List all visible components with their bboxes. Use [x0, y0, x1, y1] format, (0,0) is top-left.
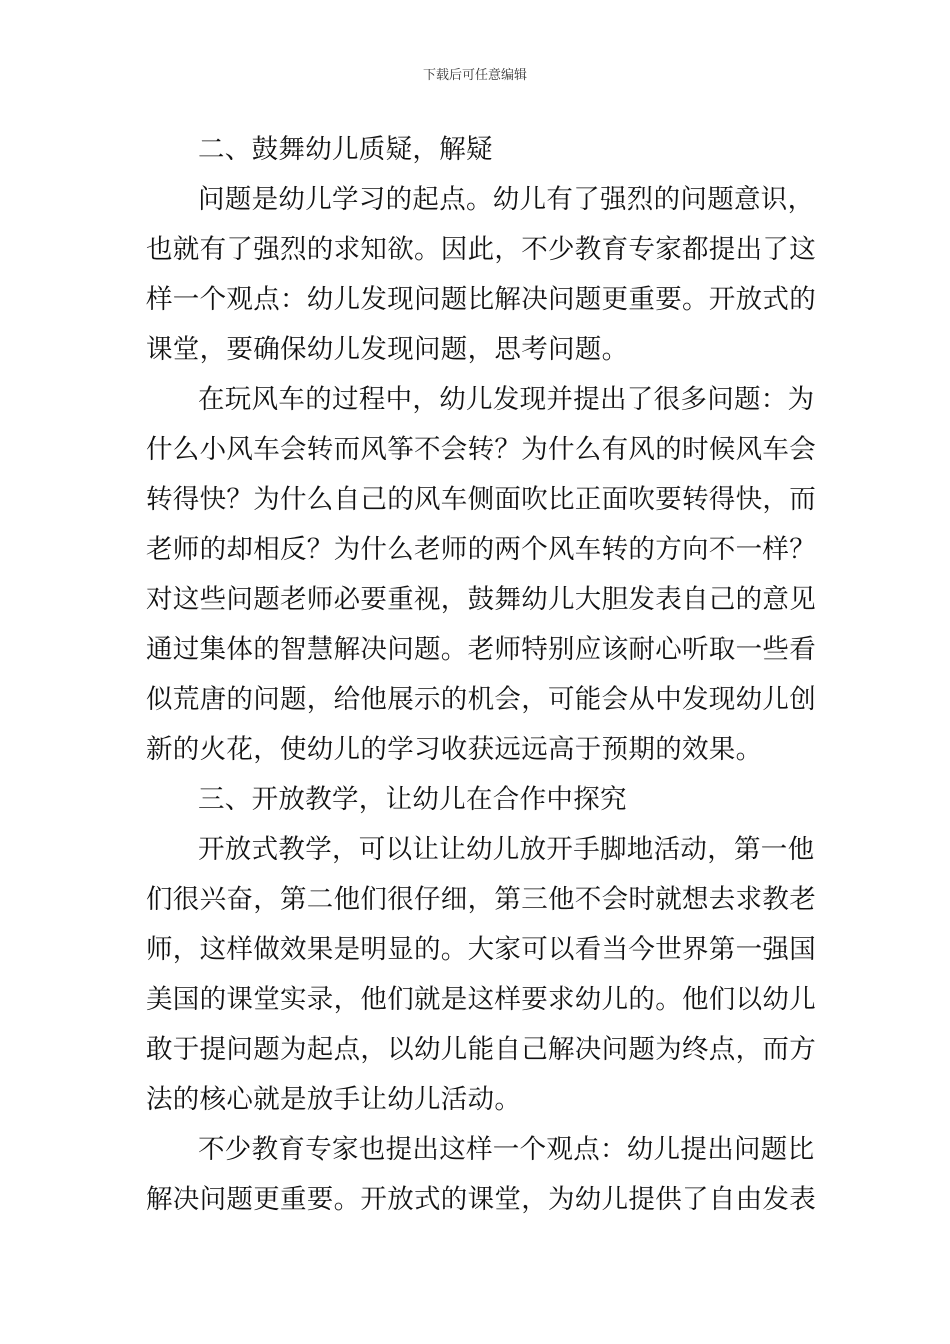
paragraph-line: 新的火花，使幼儿的学习收获远远高于预期的效果。 — [146, 734, 763, 765]
paragraph-line: 样一个观点：幼儿发现问题比解决问题更重要。开放式的 — [146, 284, 816, 315]
paragraph-line: 在玩风车的过程中，幼儿发现并提出了很多问题：为 — [198, 384, 815, 415]
paragraph-line: 美国的课堂实录，他们就是这样要求幼儿的。他们以幼儿 — [146, 984, 816, 1015]
paragraph-line: 师，这样做效果是明显的。大家可以看当今世界第一强国 — [146, 934, 816, 965]
paragraph-line: 不少教育专家也提出这样一个观点：幼儿提出问题比 — [198, 1134, 815, 1165]
paragraph-line: 似荒唐的问题，给他展示的机会，可能会从中发现幼儿创 — [146, 684, 816, 715]
paragraph-line: 通过集体的智慧解决问题。老师特别应该耐心听取一些看 — [146, 634, 816, 665]
paragraph-line: 也就有了强烈的求知欲。因此，不少教育专家都提出了这 — [146, 234, 816, 265]
paragraph-line: 什么小风车会转而风筝不会转？为什么有风的时候风车会 — [146, 434, 816, 465]
page-header: 下载后可任意编辑 — [422, 68, 527, 83]
paragraph-line: 法的核心就是放手让幼儿活动。 — [146, 1084, 522, 1115]
heading-section-2: 二、鼓舞幼儿质疑，解疑 — [198, 134, 493, 165]
paragraph-line: 敢于提问题为起点，以幼儿能自己解决问题为终点，而方 — [146, 1034, 816, 1065]
paragraph-line: 对这些问题老师必要重视，鼓舞幼儿大胆发表自己的意见 — [146, 584, 816, 615]
paragraph-line: 问题是幼儿学习的起点。幼儿有了强烈的问题意识， — [198, 184, 815, 215]
paragraph-line: 转得快？为什么自己的风车侧面吹比正面吹要转得快，而 — [146, 484, 816, 515]
paragraph-line: 老师的却相反？为什么老师的两个风车转的方向不一样？ — [146, 534, 816, 565]
paragraph-line: 们很兴奋，第二他们很仔细，第三他不会时就想去求教老 — [146, 884, 816, 915]
heading-section-3: 三、开放教学，让幼儿在合作中探究 — [198, 784, 627, 815]
paragraph-line: 开放式教学，可以让让幼儿放开手脚地活动，第一他 — [198, 834, 815, 865]
paragraph-line: 课堂，要确保幼儿发现问题，思考问题。 — [146, 334, 629, 365]
paragraph-line: 解决问题更重要。开放式的课堂，为幼儿提供了自由发表 — [146, 1184, 816, 1215]
